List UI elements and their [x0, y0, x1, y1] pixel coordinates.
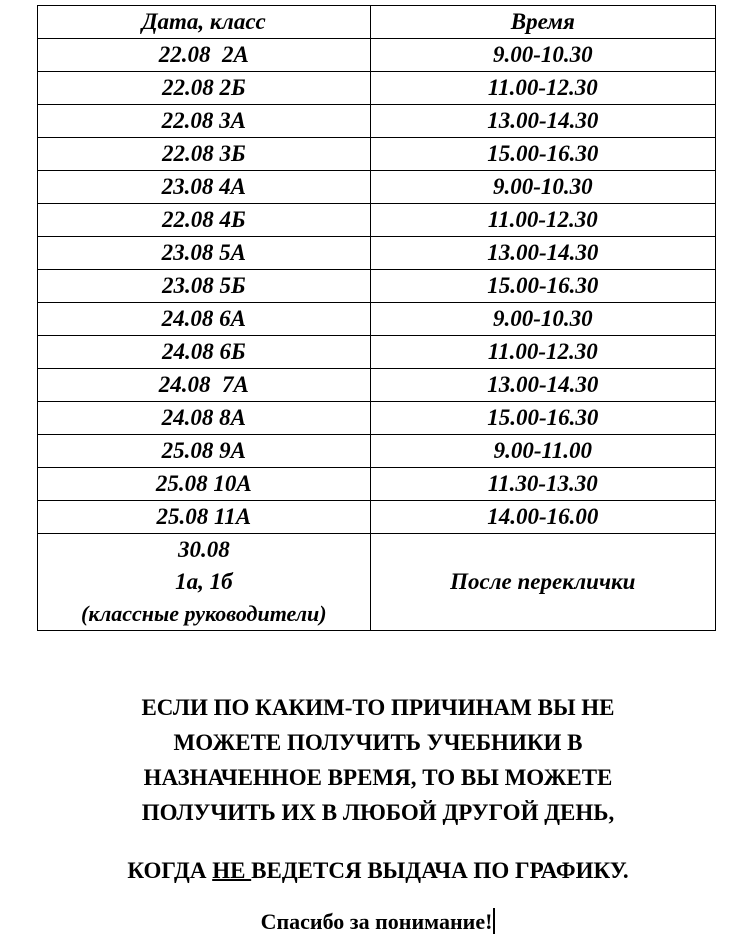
final-date-class-cell	[38, 534, 371, 631]
date-class-cell: 22.08 3Б	[38, 138, 371, 171]
notice-line-2: МОЖЕТЕ ПОЛУЧИТЬ УЧЕБНИКИ В	[173, 730, 583, 755]
schedule-rows	[38, 39, 716, 534]
table-row	[38, 303, 716, 336]
header-date-class: Дата, класс	[38, 6, 371, 39]
thanks-label: Спасибо за понимание!	[260, 909, 493, 934]
date-class-cell: 23.08 5Б	[38, 270, 371, 303]
final-time-cell: После переклички	[370, 534, 715, 631]
time-cell: 13.00-14.30	[370, 369, 715, 402]
table-header-row	[38, 6, 716, 39]
thanks-text	[0, 905, 756, 939]
time-cell: 9.00-10.30	[370, 39, 715, 72]
time-cell: 11.30-13.30	[370, 468, 715, 501]
time-cell: 13.00-14.30	[370, 105, 715, 138]
time-cell: 13.00-14.30	[370, 237, 715, 270]
date-class-cell: 24.08 6А	[38, 303, 371, 336]
table-row	[38, 402, 716, 435]
date-class-cell: 25.08 11А	[38, 501, 371, 534]
time-cell: 11.00-12.30	[370, 204, 715, 237]
table-row	[38, 435, 716, 468]
notice-line-4: ПОЛУЧИТЬ ИХ В ЛЮБОЙ ДРУГОЙ ДЕНЬ,	[141, 800, 615, 825]
time-cell: 14.00-16.00	[370, 501, 715, 534]
notice-last-line	[0, 855, 756, 887]
time-cell: 11.00-12.30	[370, 72, 715, 105]
time-cell: 15.00-16.30	[370, 270, 715, 303]
date-class-cell: 24.08 6Б	[38, 336, 371, 369]
time-cell: 9.00-11.00	[370, 435, 715, 468]
final-date: 30.08	[177, 537, 230, 562]
date-class-cell: 22.08 2А	[38, 39, 371, 72]
date-class-cell: 22.08 4Б	[38, 204, 371, 237]
table-row	[38, 369, 716, 402]
table-row	[38, 138, 716, 171]
table-row	[38, 270, 716, 303]
time-cell: 15.00-16.30	[370, 402, 715, 435]
notice-last-suffix: ВЕДЕТСЯ ВЫДАЧА ПО ГРАФИКУ.	[251, 858, 629, 883]
table-row	[38, 204, 716, 237]
date-class-cell: 23.08 5А	[38, 237, 371, 270]
date-class-cell: 25.08 9А	[38, 435, 371, 468]
table-row	[38, 39, 716, 72]
time-cell: 9.00-10.30	[370, 171, 715, 204]
notice-underlined-word: НЕ	[212, 858, 252, 883]
final-classes: 1а, 1б	[175, 569, 233, 594]
final-note: (классные руководители)	[81, 601, 327, 626]
table-row	[38, 171, 716, 204]
notice-line-1: ЕСЛИ ПО КАКИМ-ТО ПРИЧИНАМ ВЫ НЕ	[141, 695, 615, 720]
header-time: Время	[370, 6, 715, 39]
notice-last-prefix: КОГДА	[127, 858, 213, 883]
time-cell: 11.00-12.30	[370, 336, 715, 369]
notice-line-3: НАЗНАЧЕННОЕ ВРЕМЯ, ТО ВЫ МОЖЕТЕ	[143, 765, 613, 790]
table-row	[38, 336, 716, 369]
date-class-cell: 22.08 2Б	[38, 72, 371, 105]
table-row	[38, 501, 716, 534]
table-row-final	[38, 534, 716, 631]
date-class-cell: 23.08 4А	[38, 171, 371, 204]
text-cursor	[493, 908, 495, 934]
table-row	[38, 105, 716, 138]
time-cell: 15.00-16.30	[370, 138, 715, 171]
table-row	[38, 72, 716, 105]
table-row	[38, 237, 716, 270]
date-class-cell: 22.08 3А	[38, 105, 371, 138]
time-cell: 9.00-10.30	[370, 303, 715, 336]
date-class-cell: 24.08 7А	[38, 369, 371, 402]
schedule-table	[37, 5, 716, 631]
table-row	[38, 468, 716, 501]
date-class-cell: 24.08 8А	[38, 402, 371, 435]
notice-text	[0, 690, 756, 830]
date-class-cell: 25.08 10А	[38, 468, 371, 501]
